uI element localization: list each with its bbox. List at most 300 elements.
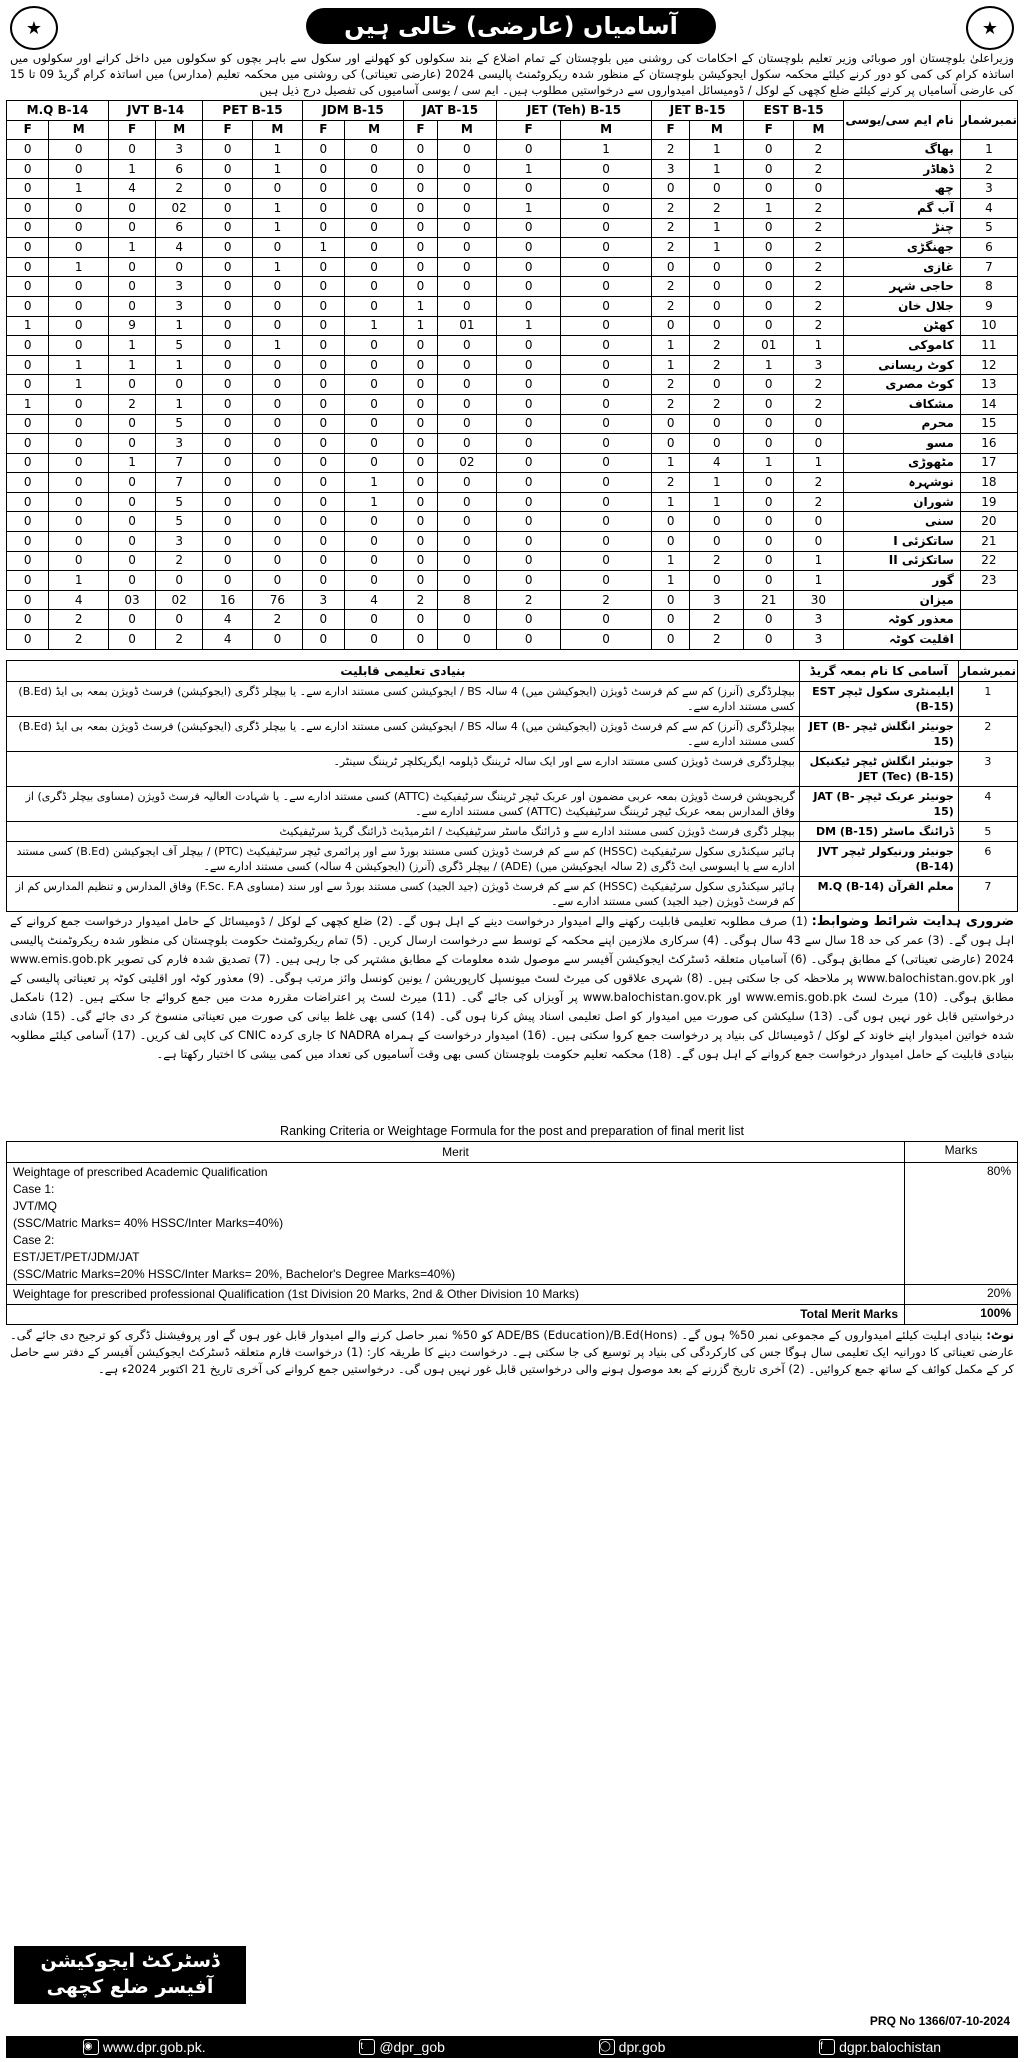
district-name: بھاگ [843, 140, 960, 160]
vacancy-cell: 0 [253, 316, 303, 336]
row-number: 8 [960, 277, 1017, 297]
vacancy-cell: 1 [109, 355, 156, 375]
signature-line2: آفیسر ضلع کچھی [46, 1976, 214, 1998]
vacancy-cell: 0 [7, 218, 49, 238]
vacancy-cell: 3 [156, 140, 203, 160]
vacancy-cell: 0 [344, 179, 403, 199]
vacancy-cell: 0 [437, 140, 496, 160]
vacancy-cell: 0 [690, 512, 744, 532]
vacancy-cell: 0 [496, 355, 560, 375]
vacancy-cell: 0 [561, 434, 652, 454]
vacancy-cell: 0 [203, 198, 253, 218]
footer-twitter[interactable] [359, 2039, 445, 2055]
table-row [7, 414, 1018, 434]
vacancy-cell: 0 [203, 571, 253, 591]
vacancy-cell: 0 [344, 296, 403, 316]
vacancy-cell: 0 [7, 277, 49, 297]
vacancy-cell: 0 [496, 434, 560, 454]
district-name: آب گم [843, 198, 960, 218]
row-number: 19 [960, 492, 1017, 512]
vacancy-cell: 2 [690, 551, 744, 571]
vacancy-cell: 1 [49, 375, 109, 395]
vacancy-cell: 0 [302, 277, 344, 297]
row-number: 12 [960, 355, 1017, 375]
qual-post-name: معلم القرآن M.Q (B-14) [799, 876, 958, 911]
vacancy-cell: 2 [156, 551, 203, 571]
vacancy-cell: 0 [496, 375, 560, 395]
vacancy-cell: 2 [109, 394, 156, 414]
terms-title: ضروری ہدایت شرائط وضوابط: [811, 913, 1015, 929]
post-header: JET B-15 [651, 101, 743, 121]
academic-weightage-cell [7, 1162, 905, 1284]
qual-post-name: جونیئر انگلش ٹیچر ٹیکنیکل JET (Tec) (B-15) [799, 751, 958, 786]
vacancy-cell: 3 [156, 532, 203, 552]
qual-row-number: 3 [958, 751, 1017, 786]
vacancy-cell: 0 [744, 571, 794, 591]
vacancy-cell: 0 [253, 512, 303, 532]
row-number: 10 [960, 316, 1017, 336]
vacancy-cell: 0 [302, 610, 344, 630]
vacancy-cell: 0 [253, 394, 303, 414]
qualification-table [6, 660, 1018, 912]
row-number: 11 [960, 336, 1017, 356]
vacancy-cell: 0 [203, 551, 253, 571]
vacancy-cell: 0 [404, 551, 437, 571]
vacancy-cell: 0 [253, 375, 303, 395]
vacancy-cell: 0 [404, 434, 437, 454]
vacancy-cell: 0 [404, 198, 437, 218]
table-row [7, 355, 1018, 375]
vacancy-cell: 1 [253, 159, 303, 179]
vacancy-cell: 2 [651, 277, 689, 297]
vacancy-cell: 0 [109, 532, 156, 552]
vacancy-cell: 0 [302, 473, 344, 493]
vacancy-cell: 0 [302, 512, 344, 532]
table-row [7, 296, 1018, 316]
vacancy-cell: 0 [404, 453, 437, 473]
district-name: کھٹن [843, 316, 960, 336]
vacancy-cell: 1 [794, 453, 844, 473]
qual-head-qualification: بنیادی تعلیمی قابلیت [7, 660, 800, 681]
vacancy-cell: 0 [404, 179, 437, 199]
vacancy-cell: 2 [496, 590, 560, 610]
vacancy-cell: 0 [690, 179, 744, 199]
gender-f-header: F [651, 120, 689, 140]
vacancy-cell: 0 [7, 434, 49, 454]
table-row [7, 681, 1018, 716]
vacancy-cell: 0 [561, 532, 652, 552]
vacancy-cell: 0 [302, 551, 344, 571]
vacancy-cell: 0 [203, 140, 253, 160]
vacancy-cell: 2 [794, 159, 844, 179]
footer-web[interactable] [83, 2039, 206, 2055]
vacancy-cell: 0 [437, 238, 496, 258]
vacancy-cell: 0 [7, 159, 49, 179]
vacancy-cell: 0 [404, 394, 437, 414]
footer-instagram[interactable] [599, 2039, 666, 2055]
vacancy-cell: 1 [690, 218, 744, 238]
row-number: 22 [960, 551, 1017, 571]
vacancy-cell: 0 [7, 355, 49, 375]
vacancy-cell: 0 [404, 218, 437, 238]
vacancy-cell: 0 [302, 355, 344, 375]
vacancy-cell: 1 [690, 473, 744, 493]
vacancy-cell: 0 [109, 296, 156, 316]
vacancy-cell: 0 [253, 179, 303, 199]
vacancy-cell: 0 [404, 375, 437, 395]
vacancy-cell: 0 [744, 316, 794, 336]
vacancy-cell: 0 [344, 140, 403, 160]
vacancy-cell: 2 [404, 590, 437, 610]
vacancy-cell: 0 [404, 610, 437, 630]
vacancy-cell: 0 [561, 394, 652, 414]
post-header: M.Q B-14 [7, 101, 109, 121]
vacancy-cell: 01 [744, 336, 794, 356]
vacancy-cell: 0 [49, 532, 109, 552]
vacancy-cell: 0 [344, 336, 403, 356]
vacancy-cell: 0 [109, 414, 156, 434]
vacancy-cell: 2 [794, 492, 844, 512]
table-row [7, 218, 1018, 238]
vacancy-cell: 0 [794, 179, 844, 199]
vacancy-cell: 0 [49, 159, 109, 179]
vacancy-cell: 1 [690, 238, 744, 258]
district-name: جھنگڑی [843, 238, 960, 258]
vacancy-cell: 0 [561, 551, 652, 571]
vacancy-cell: 0 [203, 453, 253, 473]
vacancy-cell: 0 [496, 394, 560, 414]
vacancy-cell: 0 [561, 610, 652, 630]
vacancy-cell: 0 [561, 512, 652, 532]
vacancy-cell: 9 [109, 316, 156, 336]
district-name: چنڑ [843, 218, 960, 238]
vacancy-cell: 2 [794, 473, 844, 493]
vacancy-cell: 0 [561, 296, 652, 316]
vacancy-cell: 0 [203, 492, 253, 512]
vacancy-cell: 0 [49, 296, 109, 316]
vacancy-cell: 0 [49, 394, 109, 414]
vacancy-cell: 3 [794, 355, 844, 375]
vacancy-cell: 0 [7, 296, 49, 316]
row-number: 14 [960, 394, 1017, 414]
vacancy-cell: 0 [109, 610, 156, 630]
row-number: 20 [960, 512, 1017, 532]
vacancy-cell: 1 [651, 336, 689, 356]
vacancy-cell: 1 [651, 492, 689, 512]
vacancy-cell: 0 [404, 414, 437, 434]
table-row [7, 140, 1018, 160]
qual-requirement: بیچلرڈگری (آنرز) کم سے کم فرسٹ ڈویژن (ایجوکیشن میں) 4 سالہ BS / ایجوکیشن کسی مستند ادارے سے۔ یا بیچلر ڈگری (ایجوکیشن) فرسٹ ڈویژن بمعہ بی ایڈ (B.Ed) کسی مستند ادارے سے۔ [7, 681, 800, 716]
vacancy-cell: 0 [203, 296, 253, 316]
gender-f-header: F [404, 120, 437, 140]
vacancy-cell: 0 [496, 336, 560, 356]
footer-facebook[interactable] [819, 2039, 941, 2055]
vacancy-cell: 0 [7, 610, 49, 630]
vacancy-cell: 1 [109, 453, 156, 473]
vacancy-cell: 0 [302, 198, 344, 218]
qual-row-number: 5 [958, 821, 1017, 841]
vacancy-cell: 0 [253, 414, 303, 434]
vacancy-cell: 3 [156, 434, 203, 454]
vacancy-cell: 0 [690, 277, 744, 297]
vacancy-cell: 0 [561, 453, 652, 473]
vacancy-cell: 0 [156, 257, 203, 277]
vacancy-cell: 2 [651, 238, 689, 258]
vacancy-cell: 2 [690, 630, 744, 650]
vacancy-cell: 1 [109, 336, 156, 356]
vacancy-cell: 0 [344, 610, 403, 630]
vacancy-cell: 2 [794, 316, 844, 336]
note-title: نوٹ: [986, 1327, 1014, 1342]
vacancy-cell: 0 [203, 218, 253, 238]
vacancy-cell: 0 [744, 414, 794, 434]
table-row [7, 821, 1018, 841]
vacancy-cell: 0 [496, 571, 560, 591]
vacancy-cell: 0 [496, 218, 560, 238]
terms-text: (1) صرف مطلوبہ تعلیمی قابلیت رکھنے والے امیدوار درخواست دینے کے اہل ہوں گے۔ (2) ضلع کچھی کے لوکل / ڈومیسائل کے حامل امیدوار درخواست جمع کروانے کے اہل ہوں گے۔ (3) عمر کی حد 18 سال سے 43 سال ہوگی۔ (4) سرکاری ملازمین اپنے محکمہ کے توسط سے درخواست ارسال کریں۔ (5) تمام ریکروٹمنٹ حکومت بلوچستان کی منظور شدہ ریکروٹمنٹ پالیسی 2024 (عارضی تعیناتی) کے مطابق ہوگی۔ (6) آسامیاں متعلقہ ڈسٹرکٹ ایجوکیشن آفیسر سے موصول شدہ معلومات کے مطابق مشتہر کی جا رہی ہیں۔ (7) تصدیق شدہ فارم کی تصویر www.emis.gob.pk اور www.balochistan.gov.pk پر ملاحظہ کی جا سکتی ہیں۔ (8) شہری علاقوں کی میرٹ لسٹ میونسپل کارپوریشن / یونین کونسل وائز مرتب ہوگی۔ (9) معذور کوٹہ اور اقلیتی کوٹہ پر تعیناتی پالیسی کے مطابق ہوگی۔ (10) میرٹ لسٹ www.emis.gob.pk اور www.balochistan.gov.pk پر آویزاں کی جائے گی۔ (11) میرٹ لسٹ پر اعتراضات مقررہ مدت میں جمع کروائے جا سکتے ہیں۔ (12) نامکمل درخواستیں قابل غور نہیں ہوں گی۔ (13) سلیکشن کی صورت میں امیدوار کو اصل تعلیمی اسناد پیش کرنا ہوں گی۔ (14) کسی بھی غلط بیانی کی صورت میں تعیناتی منسوخ کر دی جائے گی۔ (15) شادی شدہ خواتین امیدوار اپنے خاوند کے لوکل / ڈومیسائل کی بنیاد پر درخواست جمع کروا سکتی ہیں۔ (16) امیدوار درخواست کے ہمراہ NADRA کا جاری کردہ CNIC کی کاپی لف کریں۔ (17) آسامی کیلئے مطلوبہ بنیادی قابلیت کے حامل امیدوار درخواست جمع کروانے کے اہل ہوں گے۔ (18) محکمہ تعلیم حکومت بلوچستان کسی بھی وقت آسامیوں کی تعداد میں کمی بیشی کا اختیار رکھتا ہے۔ [10, 913, 1015, 1061]
gender-f-header: F [109, 120, 156, 140]
vacancy-cell: 0 [302, 159, 344, 179]
vacancy-cell: 0 [561, 630, 652, 650]
vacancy-cell: 0 [7, 179, 49, 199]
district-name: محرم [843, 414, 960, 434]
row-number: 16 [960, 434, 1017, 454]
vacancy-cell: 0 [690, 257, 744, 277]
vacancy-cell: 0 [404, 512, 437, 532]
prq-number: PRQ No 1366/07-10-2024 [869, 2014, 1010, 2028]
district-name: شوران [843, 492, 960, 512]
vacancy-cell: 0 [561, 414, 652, 434]
vacancy-cell: 0 [7, 453, 49, 473]
vacancy-cell: 0 [404, 571, 437, 591]
vacancy-cell: 0 [496, 532, 560, 552]
district-name: غازی [843, 257, 960, 277]
vacancy-cell: 0 [203, 238, 253, 258]
gender-f-header: F [302, 120, 344, 140]
vacancy-cell: 3 [302, 590, 344, 610]
vacancy-cell: 3 [651, 159, 689, 179]
vacancy-cell: 1 [49, 571, 109, 591]
vacancy-cell: 1 [651, 355, 689, 375]
vacancy-cell: 0 [561, 257, 652, 277]
vacancy-cell: 16 [203, 590, 253, 610]
instagram-icon: ◯ [599, 2039, 615, 2055]
ranking-line: EST/JET/PET/JDM/JAT [13, 1249, 140, 1264]
vacancy-cell: 0 [744, 630, 794, 650]
footer-instagram-text: dpr.gob [618, 2039, 666, 2055]
vacancy-cell: 0 [302, 218, 344, 238]
vacancy-cell: 02 [437, 453, 496, 473]
table-row [7, 590, 1018, 610]
header [6, 4, 1018, 50]
signature-block [14, 1946, 246, 2004]
vacancy-cell: 0 [109, 257, 156, 277]
qual-post-name: ڈرائنگ ماسٹر DM (B-15) [799, 821, 958, 841]
vacancy-cell: 0 [302, 414, 344, 434]
vacancy-cell: 0 [496, 257, 560, 277]
vacancy-cell: 0 [7, 571, 49, 591]
vacancy-cell: 0 [404, 336, 437, 356]
vacancy-cell: 0 [109, 630, 156, 650]
vacancy-cell: 0 [437, 218, 496, 238]
vacancy-cell: 0 [496, 551, 560, 571]
vacancy-cell: 0 [344, 453, 403, 473]
table-row [7, 394, 1018, 414]
qual-row-number: 7 [958, 876, 1017, 911]
vacancy-cell: 0 [496, 610, 560, 630]
vacancy-cell: 0 [437, 630, 496, 650]
gender-m-header: M [156, 120, 203, 140]
vacancy-cell: 5 [156, 414, 203, 434]
vacancy-cell: 0 [7, 512, 49, 532]
vacancy-cell: 0 [651, 316, 689, 336]
gender-m-header: M [690, 120, 744, 140]
vacancy-cell: 0 [203, 355, 253, 375]
vacancy-cell: 1 [109, 159, 156, 179]
vacancy-cell: 1 [744, 453, 794, 473]
vacancy-cell: 3 [794, 630, 844, 650]
vacancy-cell: 0 [437, 532, 496, 552]
vacancy-cell: 0 [203, 434, 253, 454]
vacancy-cell: 0 [49, 238, 109, 258]
vacancy-cell: 0 [253, 277, 303, 297]
district-name: کوٹ مصری [843, 375, 960, 395]
academic-weightage-marks: 80% [905, 1162, 1018, 1284]
qual-post-name: ایلیمنٹری سکول ٹیچر EST (B-15) [799, 681, 958, 716]
vacancy-cell: 0 [794, 512, 844, 532]
vacancy-cell: 1 [404, 296, 437, 316]
vacancy-cell: 0 [109, 198, 156, 218]
table-row [7, 238, 1018, 258]
row-number: 6 [960, 238, 1017, 258]
vacancy-cell: 0 [561, 159, 652, 179]
vacancy-cell: 0 [302, 532, 344, 552]
row-number: 18 [960, 473, 1017, 493]
vacancy-cell: 3 [794, 610, 844, 630]
vacancy-cell: 1 [156, 394, 203, 414]
vacancy-cell: 0 [496, 414, 560, 434]
vacancy-cell: 1 [744, 198, 794, 218]
gender-m-header: M [253, 120, 303, 140]
gender-m-header: M [49, 120, 109, 140]
district-name: ساتکزئی II [843, 551, 960, 571]
vacancy-cell: 0 [404, 140, 437, 160]
vacancy-cell: 0 [496, 140, 560, 160]
vacancy-cell: 0 [7, 532, 49, 552]
vacancy-cell: 1 [496, 159, 560, 179]
vacancy-cell: 0 [690, 434, 744, 454]
gender-m-header: M [561, 120, 652, 140]
vacancy-cell: 0 [561, 473, 652, 493]
vacancy-cell: 0 [437, 492, 496, 512]
ranking-line: Case 1: [13, 1181, 55, 1196]
vacancy-cell: 4 [203, 610, 253, 630]
footer-web-text: www.dpr.gob.pk. [102, 2039, 206, 2055]
table-row [7, 751, 1018, 786]
post-header: JDM B-15 [302, 101, 403, 121]
vacancy-cell: 0 [203, 473, 253, 493]
vacancy-cell: 0 [302, 316, 344, 336]
row-number: 3 [960, 179, 1017, 199]
vacancy-cell: 0 [49, 414, 109, 434]
vacancy-cell: 0 [744, 551, 794, 571]
vacancy-cell: 0 [744, 492, 794, 512]
vacancy-cell: 0 [404, 532, 437, 552]
globe-icon: ◉ [83, 2039, 99, 2055]
advertisement-page [6, 4, 1018, 2058]
vacancy-cell: 0 [344, 512, 403, 532]
vacancy-cell: 2 [794, 277, 844, 297]
vacancy-cell: 0 [744, 277, 794, 297]
table-row [7, 716, 1018, 751]
vacancy-cell: 0 [651, 434, 689, 454]
ranking-line: Case 2: [13, 1232, 55, 1247]
qual-head-post: آسامی کا نام بمعہ گریڈ [799, 660, 958, 681]
district-name: نوشہرہ [843, 473, 960, 493]
vacancy-cell: 1 [794, 551, 844, 571]
vacancy-cell: 5 [156, 336, 203, 356]
vacancy-cell: 0 [744, 532, 794, 552]
vacancy-cell: 3 [690, 590, 744, 610]
vacancy-cell: 0 [344, 414, 403, 434]
vacancy-cell: 0 [690, 532, 744, 552]
vacancy-cell: 0 [404, 492, 437, 512]
vacancy-cell: 0 [794, 414, 844, 434]
district-name: معذور کوٹہ [843, 610, 960, 630]
vacancy-cell: 0 [496, 630, 560, 650]
gender-m-header: M [437, 120, 496, 140]
vacancy-cell: 0 [561, 238, 652, 258]
district-name: گور [843, 571, 960, 591]
vacancy-cell: 7 [156, 453, 203, 473]
vacancy-cell: 1 [253, 140, 303, 160]
vacancy-cell: 0 [49, 551, 109, 571]
vacancy-cell: 0 [109, 512, 156, 532]
vacancy-cell: 2 [690, 610, 744, 630]
vacancy-cell: 4 [690, 453, 744, 473]
twitter-icon: t [359, 2039, 375, 2055]
vacancy-cell: 0 [302, 296, 344, 316]
vacancy-cell: 2 [794, 140, 844, 160]
vacancy-cell: 0 [156, 375, 203, 395]
vacancy-cell: 1 [302, 238, 344, 258]
vacancy-cell: 0 [49, 198, 109, 218]
vacancy-cell: 0 [344, 238, 403, 258]
vacancy-cell: 2 [49, 610, 109, 630]
vacancy-cell: 0 [203, 159, 253, 179]
vacancy-cell: 0 [302, 453, 344, 473]
vacancy-cell: 0 [437, 375, 496, 395]
vacancy-cell: 1 [253, 198, 303, 218]
intro-paragraph: وزیراعلیٰ بلوچستان اور صوبائی وزیر تعلیم بلوچستان کے احکامات کی روشنی میں بلوچستان کے تمام اضلاع کے بند سکولوں کو کھولنے اور سکول سے باہر بچوں کو سکولوں میں داخل کرانے اور سکولوں میں اساتذہ کرام کی کمی کو دور کرنے کیلئے محکمہ سکول ایجوکیشن بلوچستان کے منظور شدہ ریکروٹمنٹ پالیسی 2024 (عارضی تعیناتی) کی روشنی میں محکمہ تعلیم (مدارس) میں اساتذہ کرام گریڈ 09 تا 15 کی عارضی آسامیاں پر کرنے کیلئے ضلع کچھی کے لوکل / ڈومیسائل امیدواروں سے درخواستیں مطلوب ہیں۔ ایم سی / یوسی آسامیوں کی تفصیل درج ذیل ہیں [10, 51, 1014, 97]
vacancy-cell: 0 [496, 473, 560, 493]
vacancy-cell: 0 [561, 179, 652, 199]
vacancy-cell: 6 [156, 159, 203, 179]
vacancy-cell: 0 [49, 336, 109, 356]
vacancy-cell: 0 [49, 473, 109, 493]
vacancy-cell: 0 [437, 296, 496, 316]
vacancy-cell: 0 [437, 198, 496, 218]
vacancy-cell: 1 [404, 316, 437, 336]
vacancy-cell: 1 [253, 257, 303, 277]
vacancy-cell: 2 [794, 296, 844, 316]
table-row [7, 876, 1018, 911]
vacancy-cell: 0 [651, 532, 689, 552]
table-row [7, 198, 1018, 218]
vacancy-cell: 0 [302, 434, 344, 454]
vacancy-cell: 1 [794, 571, 844, 591]
vacancy-cell: 8 [437, 590, 496, 610]
